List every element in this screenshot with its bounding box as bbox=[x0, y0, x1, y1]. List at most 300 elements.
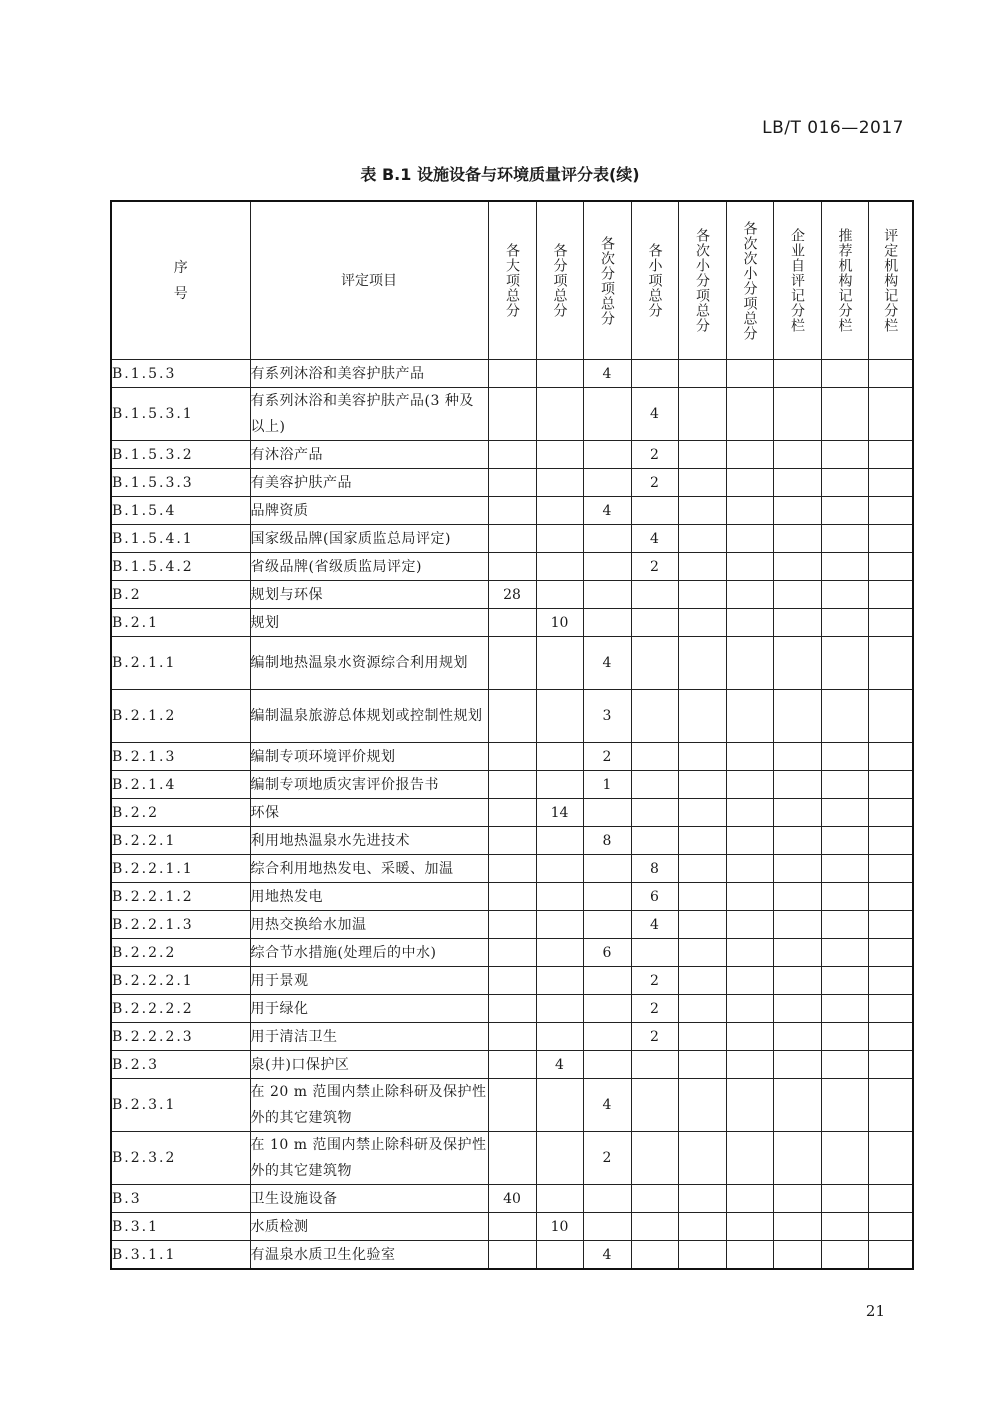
cell-seq: B.1.5.4.2 bbox=[111, 553, 250, 581]
cell-recommend-score bbox=[821, 609, 868, 637]
cell-small bbox=[631, 360, 678, 388]
cell-major bbox=[488, 1132, 536, 1185]
cell-sub: 10 bbox=[536, 609, 583, 637]
cell-small bbox=[631, 827, 678, 855]
cell-sub2: 6 bbox=[583, 939, 631, 967]
cell-self-score bbox=[773, 1213, 821, 1241]
cell-sub-small bbox=[678, 441, 726, 469]
cell-major bbox=[488, 609, 536, 637]
cell-sub2 bbox=[583, 911, 631, 939]
cell-small: 4 bbox=[631, 388, 678, 441]
col-header-sub-sub-small bbox=[726, 201, 773, 360]
cell-recommend-score bbox=[821, 743, 868, 771]
col-header-small-label: 各小项总分 bbox=[646, 243, 663, 318]
col-header-sub-sub-small-label: 各次次小分项总分 bbox=[741, 220, 758, 341]
col-header-item: 评定项目 bbox=[250, 201, 488, 360]
table-row bbox=[111, 525, 913, 553]
cell-small bbox=[631, 939, 678, 967]
cell-item: 利用地热温泉水先进技术 bbox=[250, 827, 488, 855]
cell-small bbox=[631, 771, 678, 799]
cell-sub2 bbox=[583, 1051, 631, 1079]
cell-major bbox=[488, 637, 536, 690]
cell-sub-sub-small bbox=[726, 388, 773, 441]
cell-eval-score bbox=[868, 609, 913, 637]
cell-seq: B.1.5.3.1 bbox=[111, 388, 250, 441]
cell-eval-score bbox=[868, 690, 913, 743]
cell-recommend-score bbox=[821, 1185, 868, 1213]
cell-self-score bbox=[773, 855, 821, 883]
cell-sub2 bbox=[583, 855, 631, 883]
cell-eval-score bbox=[868, 1132, 913, 1185]
cell-item: 用于绿化 bbox=[250, 995, 488, 1023]
col-header-eval-label: 评定机构记分栏 bbox=[882, 228, 899, 333]
cell-sub bbox=[536, 581, 583, 609]
cell-item: 有美容护肤产品 bbox=[250, 469, 488, 497]
cell-self-score bbox=[773, 690, 821, 743]
cell-recommend-score bbox=[821, 883, 868, 911]
cell-sub2: 8 bbox=[583, 827, 631, 855]
cell-sub-small bbox=[678, 609, 726, 637]
cell-recommend-score bbox=[821, 525, 868, 553]
cell-self-score bbox=[773, 581, 821, 609]
cell-sub-sub-small bbox=[726, 609, 773, 637]
table-row bbox=[111, 911, 913, 939]
cell-sub-sub-small bbox=[726, 743, 773, 771]
cell-sub-sub-small bbox=[726, 1185, 773, 1213]
cell-item: 环保 bbox=[250, 799, 488, 827]
cell-recommend-score bbox=[821, 469, 868, 497]
cell-sub-small bbox=[678, 855, 726, 883]
scoring-table bbox=[110, 200, 914, 1270]
table-row bbox=[111, 497, 913, 525]
col-header-sub2-label: 各次分项总分 bbox=[599, 235, 615, 326]
cell-sub-small bbox=[678, 1213, 726, 1241]
cell-seq: B.2.3.2 bbox=[111, 1132, 250, 1185]
cell-eval-score bbox=[868, 1051, 913, 1079]
cell-self-score bbox=[773, 553, 821, 581]
col-header-self bbox=[773, 201, 821, 360]
cell-recommend-score bbox=[821, 799, 868, 827]
cell-seq: B.2.3.1 bbox=[111, 1079, 250, 1132]
cell-major bbox=[488, 469, 536, 497]
cell-sub bbox=[536, 939, 583, 967]
cell-recommend-score bbox=[821, 1023, 868, 1051]
cell-sub-small bbox=[678, 525, 726, 553]
cell-recommend-score bbox=[821, 637, 868, 690]
cell-eval-score bbox=[868, 855, 913, 883]
cell-eval-score bbox=[868, 771, 913, 799]
cell-item: 综合节水措施(处理后的中水) bbox=[250, 939, 488, 967]
cell-item: 规划 bbox=[250, 609, 488, 637]
cell-recommend-score bbox=[821, 388, 868, 441]
cell-seq: B.2.3 bbox=[111, 1051, 250, 1079]
cell-small bbox=[631, 1051, 678, 1079]
cell-small: 4 bbox=[631, 911, 678, 939]
cell-item: 用地热发电 bbox=[250, 883, 488, 911]
cell-sub2: 4 bbox=[583, 1241, 631, 1270]
cell-self-score bbox=[773, 1051, 821, 1079]
cell-major bbox=[488, 553, 536, 581]
table-row bbox=[111, 967, 913, 995]
cell-eval-score bbox=[868, 441, 913, 469]
cell-self-score bbox=[773, 525, 821, 553]
cell-self-score bbox=[773, 1079, 821, 1132]
cell-self-score bbox=[773, 799, 821, 827]
table-title: 表 B.1 设施设备与环境质量评分表(续) bbox=[360, 165, 640, 184]
cell-sub bbox=[536, 637, 583, 690]
cell-sub bbox=[536, 1241, 583, 1270]
cell-seq: B.1.5.3 bbox=[111, 360, 250, 388]
cell-sub2: 4 bbox=[583, 360, 631, 388]
cell-recommend-score bbox=[821, 1132, 868, 1185]
cell-sub-sub-small bbox=[726, 939, 773, 967]
cell-self-score bbox=[773, 1023, 821, 1051]
cell-eval-score bbox=[868, 911, 913, 939]
page-number: 21 bbox=[865, 1302, 885, 1320]
cell-sub bbox=[536, 525, 583, 553]
cell-sub-small bbox=[678, 388, 726, 441]
cell-major bbox=[488, 1023, 536, 1051]
table-row bbox=[111, 855, 913, 883]
cell-small bbox=[631, 1132, 678, 1185]
cell-seq: B.2.1.2 bbox=[111, 690, 250, 743]
table-row bbox=[111, 553, 913, 581]
cell-eval-score bbox=[868, 883, 913, 911]
cell-self-score bbox=[773, 469, 821, 497]
col-header-sub-label: 各分项总分 bbox=[551, 243, 568, 318]
cell-eval-score bbox=[868, 360, 913, 388]
cell-major bbox=[488, 827, 536, 855]
cell-eval-score bbox=[868, 743, 913, 771]
cell-eval-score bbox=[868, 939, 913, 967]
cell-eval-score bbox=[868, 1241, 913, 1270]
cell-sub-small bbox=[678, 497, 726, 525]
cell-sub2: 4 bbox=[583, 1079, 631, 1132]
cell-sub-small bbox=[678, 911, 726, 939]
col-header-seq-1: 序 bbox=[173, 259, 188, 276]
cell-eval-score bbox=[868, 1079, 913, 1132]
cell-sub2 bbox=[583, 799, 631, 827]
cell-sub-small bbox=[678, 939, 726, 967]
cell-self-score bbox=[773, 911, 821, 939]
cell-small: 2 bbox=[631, 995, 678, 1023]
cell-eval-score bbox=[868, 553, 913, 581]
table-header-row bbox=[111, 201, 913, 360]
col-header-major bbox=[488, 201, 536, 360]
cell-major bbox=[488, 855, 536, 883]
cell-major bbox=[488, 995, 536, 1023]
cell-sub-small bbox=[678, 883, 726, 911]
table-row bbox=[111, 1241, 913, 1270]
cell-seq: B.2.2.1.2 bbox=[111, 883, 250, 911]
cell-sub-small bbox=[678, 1079, 726, 1132]
cell-seq: B.3 bbox=[111, 1185, 250, 1213]
cell-sub bbox=[536, 995, 583, 1023]
cell-sub2 bbox=[583, 967, 631, 995]
cell-sub-sub-small bbox=[726, 1079, 773, 1132]
cell-sub-small bbox=[678, 1185, 726, 1213]
cell-sub2 bbox=[583, 609, 631, 637]
cell-major bbox=[488, 883, 536, 911]
cell-self-score bbox=[773, 995, 821, 1023]
table-row bbox=[111, 883, 913, 911]
cell-seq: B.2.1 bbox=[111, 609, 250, 637]
cell-sub-small bbox=[678, 827, 726, 855]
cell-sub-small bbox=[678, 771, 726, 799]
table-row bbox=[111, 637, 913, 690]
cell-item: 水质检测 bbox=[250, 1213, 488, 1241]
cell-recommend-score bbox=[821, 1079, 868, 1132]
cell-sub2: 4 bbox=[583, 497, 631, 525]
cell-sub bbox=[536, 469, 583, 497]
cell-seq: B.1.5.3.2 bbox=[111, 441, 250, 469]
cell-sub bbox=[536, 911, 583, 939]
cell-recommend-score bbox=[821, 581, 868, 609]
table-row bbox=[111, 799, 913, 827]
cell-recommend-score bbox=[821, 1241, 868, 1270]
cell-seq: B.2.2.2.2 bbox=[111, 995, 250, 1023]
cell-self-score bbox=[773, 637, 821, 690]
cell-seq: B.1.5.3.3 bbox=[111, 469, 250, 497]
cell-recommend-score bbox=[821, 995, 868, 1023]
cell-seq: B.2.2 bbox=[111, 799, 250, 827]
cell-sub bbox=[536, 771, 583, 799]
cell-sub bbox=[536, 855, 583, 883]
cell-eval-score bbox=[868, 581, 913, 609]
cell-self-score bbox=[773, 939, 821, 967]
cell-major bbox=[488, 1213, 536, 1241]
cell-recommend-score bbox=[821, 1051, 868, 1079]
cell-item: 泉(井)口保护区 bbox=[250, 1051, 488, 1079]
cell-seq: B.3.1.1 bbox=[111, 1241, 250, 1270]
cell-major bbox=[488, 799, 536, 827]
table-row bbox=[111, 1213, 913, 1241]
cell-seq: B.2.2.2 bbox=[111, 939, 250, 967]
cell-small bbox=[631, 799, 678, 827]
cell-sub bbox=[536, 497, 583, 525]
cell-major bbox=[488, 497, 536, 525]
cell-small bbox=[631, 690, 678, 743]
cell-sub-sub-small bbox=[726, 581, 773, 609]
cell-major bbox=[488, 1051, 536, 1079]
cell-self-score bbox=[773, 1185, 821, 1213]
cell-item: 编制专项环境评价规划 bbox=[250, 743, 488, 771]
cell-sub-small bbox=[678, 743, 726, 771]
cell-sub-sub-small bbox=[726, 1051, 773, 1079]
cell-sub2: 1 bbox=[583, 771, 631, 799]
cell-item: 规划与环保 bbox=[250, 581, 488, 609]
cell-sub-sub-small bbox=[726, 525, 773, 553]
standard-code: LB/T 016—2017 bbox=[762, 118, 904, 138]
cell-major bbox=[488, 690, 536, 743]
cell-self-score bbox=[773, 883, 821, 911]
cell-eval-score bbox=[868, 388, 913, 441]
cell-sub-small bbox=[678, 553, 726, 581]
table-row bbox=[111, 743, 913, 771]
cell-eval-score bbox=[868, 827, 913, 855]
cell-sub2 bbox=[583, 553, 631, 581]
cell-sub: 14 bbox=[536, 799, 583, 827]
cell-sub2: 2 bbox=[583, 743, 631, 771]
cell-sub-sub-small bbox=[726, 827, 773, 855]
cell-item: 国家级品牌(国家质监总局评定) bbox=[250, 525, 488, 553]
table-row bbox=[111, 771, 913, 799]
cell-seq: B.2.2.2.1 bbox=[111, 967, 250, 995]
cell-seq: B.2.2.1 bbox=[111, 827, 250, 855]
cell-recommend-score bbox=[821, 967, 868, 995]
cell-major bbox=[488, 1241, 536, 1270]
cell-small bbox=[631, 581, 678, 609]
table-row bbox=[111, 388, 913, 441]
cell-small: 4 bbox=[631, 525, 678, 553]
cell-self-score bbox=[773, 743, 821, 771]
cell-major bbox=[488, 1079, 536, 1132]
cell-self-score bbox=[773, 1241, 821, 1270]
cell-sub bbox=[536, 1132, 583, 1185]
col-header-seq bbox=[111, 201, 250, 360]
cell-sub-sub-small bbox=[726, 995, 773, 1023]
cell-item: 品牌资质 bbox=[250, 497, 488, 525]
cell-item: 用于景观 bbox=[250, 967, 488, 995]
cell-seq: B.2.2.2.3 bbox=[111, 1023, 250, 1051]
cell-item: 有系列沐浴和美容护肤产品(3 种及以上) bbox=[250, 388, 488, 441]
cell-seq: B.3.1 bbox=[111, 1213, 250, 1241]
table-row bbox=[111, 939, 913, 967]
cell-sub bbox=[536, 1185, 583, 1213]
table-row bbox=[111, 441, 913, 469]
table-row bbox=[111, 1079, 913, 1132]
col-header-small bbox=[631, 201, 678, 360]
cell-item: 省级品牌(省级质监局评定) bbox=[250, 553, 488, 581]
cell-recommend-score bbox=[821, 441, 868, 469]
cell-small: 8 bbox=[631, 855, 678, 883]
table-row bbox=[111, 1132, 913, 1185]
cell-seq: B.2.2.1.1 bbox=[111, 855, 250, 883]
cell-sub-sub-small bbox=[726, 1023, 773, 1051]
cell-sub-sub-small bbox=[726, 1213, 773, 1241]
cell-sub-small bbox=[678, 1051, 726, 1079]
cell-sub-sub-small bbox=[726, 911, 773, 939]
table-row bbox=[111, 1185, 913, 1213]
cell-sub bbox=[536, 553, 583, 581]
cell-item: 有温泉水质卫生化验室 bbox=[250, 1241, 488, 1270]
cell-sub-sub-small bbox=[726, 771, 773, 799]
cell-sub bbox=[536, 883, 583, 911]
cell-small: 2 bbox=[631, 441, 678, 469]
cell-sub-small bbox=[678, 637, 726, 690]
cell-item: 编制温泉旅游总体规划或控制性规划 bbox=[250, 690, 488, 743]
cell-sub bbox=[536, 827, 583, 855]
cell-sub-sub-small bbox=[726, 637, 773, 690]
cell-recommend-score bbox=[821, 771, 868, 799]
cell-major bbox=[488, 967, 536, 995]
cell-small: 6 bbox=[631, 883, 678, 911]
cell-sub-sub-small bbox=[726, 883, 773, 911]
cell-eval-score bbox=[868, 637, 913, 690]
cell-major bbox=[488, 939, 536, 967]
col-header-recommend bbox=[821, 201, 868, 360]
col-header-sub2 bbox=[583, 201, 631, 360]
cell-small: 2 bbox=[631, 553, 678, 581]
cell-recommend-score bbox=[821, 553, 868, 581]
cell-eval-score bbox=[868, 469, 913, 497]
cell-sub-sub-small bbox=[726, 469, 773, 497]
cell-sub bbox=[536, 388, 583, 441]
cell-sub-small bbox=[678, 1023, 726, 1051]
cell-eval-score bbox=[868, 799, 913, 827]
cell-item: 编制专项地质灾害评价报告书 bbox=[250, 771, 488, 799]
cell-sub-small bbox=[678, 581, 726, 609]
cell-sub-small bbox=[678, 967, 726, 995]
col-header-seq-2: 号 bbox=[173, 285, 188, 302]
cell-item: 用于清洁卫生 bbox=[250, 1023, 488, 1051]
cell-major bbox=[488, 525, 536, 553]
cell-self-score bbox=[773, 967, 821, 995]
cell-sub-small bbox=[678, 469, 726, 497]
cell-seq: B.2.1.1 bbox=[111, 637, 250, 690]
cell-eval-score bbox=[868, 525, 913, 553]
cell-sub bbox=[536, 967, 583, 995]
cell-self-score bbox=[773, 497, 821, 525]
cell-seq: B.2.1.4 bbox=[111, 771, 250, 799]
cell-sub2 bbox=[583, 883, 631, 911]
cell-recommend-score bbox=[821, 855, 868, 883]
cell-sub2 bbox=[583, 995, 631, 1023]
cell-sub2 bbox=[583, 581, 631, 609]
cell-sub2 bbox=[583, 441, 631, 469]
cell-sub2: 2 bbox=[583, 1132, 631, 1185]
cell-major: 28 bbox=[488, 581, 536, 609]
cell-self-score bbox=[773, 609, 821, 637]
cell-seq: B.2 bbox=[111, 581, 250, 609]
table-row bbox=[111, 827, 913, 855]
cell-sub2 bbox=[583, 1213, 631, 1241]
cell-sub-sub-small bbox=[726, 553, 773, 581]
cell-sub-small bbox=[678, 1132, 726, 1185]
col-header-eval bbox=[868, 201, 913, 360]
cell-small bbox=[631, 1213, 678, 1241]
cell-sub-small bbox=[678, 360, 726, 388]
cell-sub-small bbox=[678, 995, 726, 1023]
cell-seq: B.2.1.3 bbox=[111, 743, 250, 771]
cell-eval-score bbox=[868, 1023, 913, 1051]
cell-sub-sub-small bbox=[726, 1241, 773, 1270]
cell-sub-sub-small bbox=[726, 1132, 773, 1185]
cell-self-score bbox=[773, 360, 821, 388]
cell-sub-sub-small bbox=[726, 690, 773, 743]
cell-sub-sub-small bbox=[726, 799, 773, 827]
cell-sub2: 4 bbox=[583, 637, 631, 690]
cell-eval-score bbox=[868, 1213, 913, 1241]
cell-sub-sub-small bbox=[726, 855, 773, 883]
cell-small bbox=[631, 609, 678, 637]
cell-sub-small bbox=[678, 799, 726, 827]
cell-sub-sub-small bbox=[726, 360, 773, 388]
cell-recommend-score bbox=[821, 939, 868, 967]
cell-seq: B.2.2.1.3 bbox=[111, 911, 250, 939]
cell-sub bbox=[536, 441, 583, 469]
cell-self-score bbox=[773, 827, 821, 855]
cell-eval-score bbox=[868, 967, 913, 995]
cell-sub bbox=[536, 1023, 583, 1051]
col-header-recommend-label: 推荐机构记分栏 bbox=[836, 228, 853, 333]
cell-eval-score bbox=[868, 1185, 913, 1213]
cell-small: 2 bbox=[631, 1023, 678, 1051]
cell-major bbox=[488, 388, 536, 441]
cell-sub2 bbox=[583, 525, 631, 553]
cell-item: 有系列沐浴和美容护肤产品 bbox=[250, 360, 488, 388]
cell-sub bbox=[536, 1079, 583, 1132]
